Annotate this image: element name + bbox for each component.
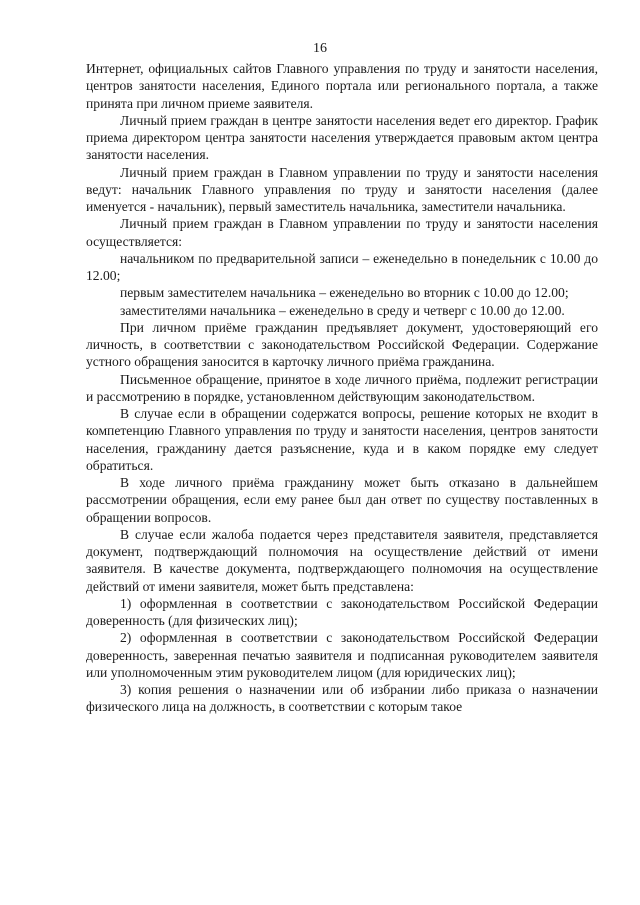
paragraph: первым заместителем начальника – еженедельно во вторник с 10.00 до 12.00; — [120, 285, 569, 301]
paragraph: начальником по предварительной записи – еженедельно в понедельник с 10.00 до 12.00; — [86, 250, 598, 283]
paragraph: 3) копия решения о назначении или об избрании либо приказа о назначении физического лица на должность, в соответствии с которым такое — [86, 682, 598, 715]
paragraph: 1) оформленная в соответствии с законодательством Российской Федерации доверенность (для физических лиц); — [86, 595, 598, 628]
paragraph: Интернет, официальных сайтов Главного управления по труду и занятости населения, центров занятости населения, Единого портала или регионального портала, а также принята при личном приеме заявителя. — [86, 61, 598, 111]
paragraph: заместителями начальника – еженедельно в среду и четверг с 10.00 до 12.00. — [120, 302, 565, 318]
paragraph: 2) оформленная в соответствии с законодательством Российской Федерации доверенность, заверенная печатью заявителя и подписанная руководителем заявителя или уполномоченным этим руководителем лицом (для юридических лиц); — [86, 630, 598, 680]
paragraph: При личном приёме гражданин предъявляет документ, удостоверяющий его личность, в соответствии с законодательством Российской Федерации. Содержание устного обращения заносится в карточку личного приёма гражданина. — [86, 319, 598, 370]
paragraph: Личный прием граждан в Главном управлении по труду и занятости населения ведут: начальник Главного управления по труду и занятости населения (далее именуется - начальник), первый заместитель начальника, заместители начальника. — [86, 164, 598, 214]
paragraph: Личный прием граждан в Главном управлении по труду и занятости населения осуществляется: — [86, 216, 598, 249]
document-body — [86, 60, 598, 716]
paragraph: В случае если жалоба подается через представителя заявителя, представляется документ, подтверждающий полномочия на осуществление действий от имени заявителя. В качестве документа, подтверждающего полномочия на осуществление действий от имени заявителя, может быть представлена: — [86, 526, 598, 594]
paragraph: Письменное обращение, принятое в ходе личного приёма, подлежит регистрации и рассмотрению в порядке, установленном действующим законодательством. — [86, 371, 598, 404]
paragraph: Личный прием граждан в центре занятости населения ведет его директор. График приема директором центра занятости населения утверждается правовым актом центра занятости населения. — [86, 112, 598, 163]
paragraph: В случае если в обращении содержатся вопросы, решение которых не входит в компетенцию Главного управления по труду и занятости населения, центров занятости населения, гражданину дается разъяснение, куда и в каком порядке ему следует обратиться. — [86, 406, 598, 473]
paragraph: В ходе личного приёма гражданину может быть отказано в дальнейшем рассмотрении обращения, если ему ранее был дан ответ по существу поставленных в обращении вопросов. — [86, 475, 598, 525]
page-number: 16 — [313, 41, 327, 56]
